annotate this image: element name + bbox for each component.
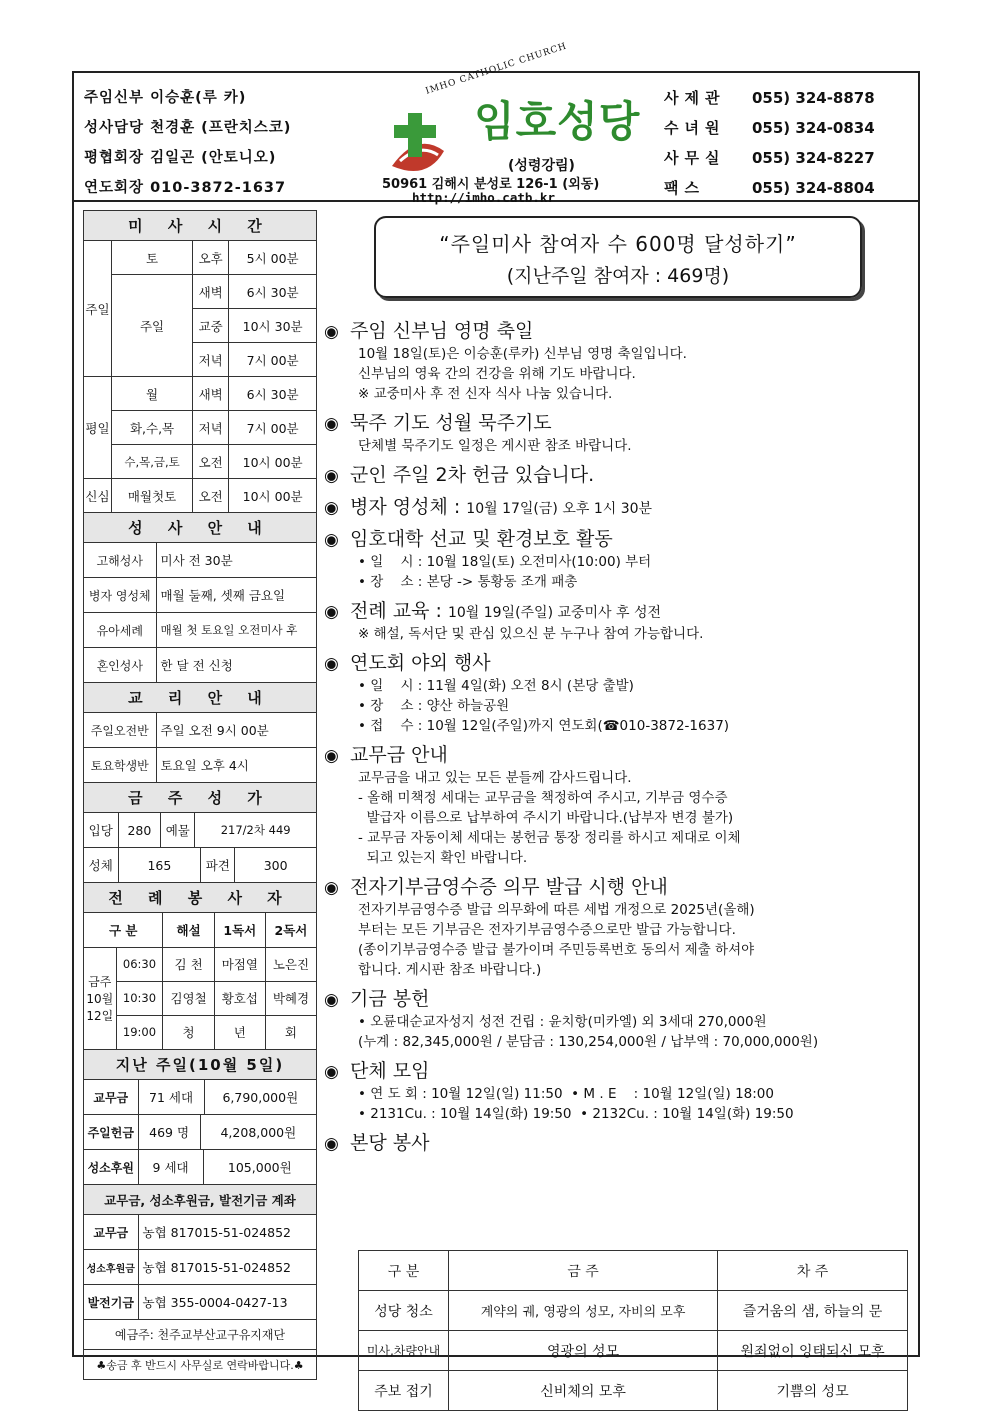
notice-title: 연도회 야외 행사	[350, 652, 491, 674]
w3-time: 10시 00분	[229, 445, 317, 479]
sidebar-table	[83, 210, 317, 1380]
hymn-title: 금 주 성 가	[84, 783, 317, 813]
notice-item	[324, 410, 916, 456]
serv-name: 황호섭	[214, 981, 265, 1015]
sinsim-label: 신심	[84, 479, 112, 513]
bullet-icon: ◉	[324, 1134, 339, 1154]
notice-heading	[324, 598, 916, 624]
staff-list	[84, 83, 344, 203]
w2-label: 화,수,목	[112, 411, 193, 445]
sacrament-list	[84, 543, 317, 578]
notice-line: (종이기부금영수증 발급 불가이며 주민등록번호 동의서 제출 하셔야	[358, 942, 755, 958]
mass-times-title: 미 사 시 간	[84, 211, 317, 241]
serv-name: 년	[214, 1015, 265, 1049]
notice-heading	[324, 526, 916, 552]
duty-next-week: 즐거움의 샘, 하늘의 문	[718, 1291, 908, 1331]
transfer-note: ♣송금 후 반드시 사무실로 연락바랍니다.♣	[84, 1350, 317, 1380]
hymn-value: 280	[118, 813, 161, 847]
last-count: 71 세대	[138, 1080, 204, 1114]
acct-label: 성소후원금	[84, 1250, 138, 1284]
notice-line: 부터는 모든 기부금은 전자기부금영수증으로만 발급 가능합니다.	[358, 922, 736, 938]
notice-item	[324, 874, 916, 980]
w1-t: 새벽	[193, 377, 229, 411]
last-amount: 6,790,000원	[222, 1090, 299, 1105]
bullet-icon: ◉	[324, 530, 339, 550]
notice-title: 묵주 기도 성월 묵주기도	[350, 412, 552, 434]
notice-line: 신부님의 영육 간의 건강을 위해 기도 바랍니다.	[358, 366, 636, 382]
notice-line: • 장 소 : 본당 -> 통황동 조개 패총	[358, 574, 578, 590]
notice-item	[324, 462, 916, 488]
notice-line: 전자기부금영수증 발급 의무화에 따른 세법 개정으로 2025년(올해)	[358, 902, 755, 918]
bullet-icon: ◉	[324, 746, 339, 766]
notice-line: 합니다. 게시판 참조 바랍니다.)	[358, 962, 542, 978]
notice-heading	[324, 986, 916, 1012]
notice-item	[324, 494, 916, 520]
account-title: 교무금, 성소후원금, 발전기금 계좌	[84, 1185, 317, 1215]
s3-time: 7시 00분	[229, 343, 317, 377]
last-count: 9 세대	[138, 1150, 203, 1184]
sac-label: 병자 영성체	[84, 578, 156, 612]
banner-attendance: (지난주일 참여자 : 469명)	[506, 265, 730, 287]
s3-label: 저녁	[193, 343, 229, 377]
notice-item	[324, 986, 916, 1052]
s2-time: 10시 30분	[229, 309, 317, 343]
account-row	[84, 1250, 317, 1285]
serv-head: 2독서	[265, 913, 316, 947]
w1-time: 6시 30분	[229, 377, 317, 411]
w4-time: 10시 00분	[229, 479, 317, 513]
sacrament-list	[84, 578, 317, 613]
s1-label: 새벽	[193, 275, 229, 309]
sac-value: 매월 첫 토요일 오전미사 후	[160, 623, 298, 637]
account-row	[84, 1285, 317, 1320]
serv-time: 19:00	[116, 1015, 163, 1049]
notice-heading	[324, 1058, 916, 1084]
serv-head: 구 분	[84, 913, 163, 947]
w3-t: 오전	[193, 445, 229, 479]
notice-item	[324, 318, 916, 404]
duty-label: 미사,차량안내	[359, 1331, 449, 1371]
header	[74, 41, 918, 205]
notice-list	[324, 318, 916, 1162]
doctrine-row	[84, 713, 317, 748]
bullet-icon: ◉	[324, 466, 339, 486]
w4-label: 매월첫토	[112, 479, 193, 513]
notice-line: 단체별 묵주기도 일정은 게시판 참조 바랍니다.	[358, 438, 632, 454]
w3-label: 수,목,금,토	[112, 445, 193, 479]
sat-time-label: 오후	[193, 241, 229, 275]
notice-line: 10월 18일(토)은 이승훈(루카) 신부님 영명 축일입니다.	[358, 346, 687, 362]
notice-detail: 10월 17일(금) 오후 1시 30분	[466, 501, 653, 517]
notice-line: • 일 시 : 11월 4일(화) 오전 8시 (본당 출발)	[358, 678, 634, 694]
servers-title: 전 례 봉 사 자	[84, 883, 317, 913]
hymn-value: 165	[118, 848, 201, 882]
notice-line: • 장 소 : 양산 하늘공원	[358, 698, 510, 714]
church-address: 50961 김해시 분성로 126-1 (외동)	[382, 177, 600, 192]
last-label: 교무금	[84, 1080, 138, 1114]
bullet-icon: ◉	[324, 654, 339, 674]
bullet-icon: ◉	[324, 878, 339, 898]
notice-line: • 연 도 회 : 10월 12일(일) 11:50 • M . E : 10월 12일(일) 18:00	[358, 1086, 774, 1102]
notice-line: - 교무금 자동이체 세대는 봉헌금 통장 정리를 하시고 제대로 이체	[358, 830, 741, 846]
s2-label: 교중	[193, 309, 229, 343]
bullet-icon: ◉	[324, 990, 339, 1010]
duty-label: 성당 청소	[359, 1291, 449, 1331]
w4-t: 오전	[193, 479, 229, 513]
serv-head: 해설	[163, 913, 214, 947]
notice-item	[324, 1130, 916, 1156]
serv-name: 회	[284, 1025, 297, 1041]
acct-number: 농협 817015-51-024852	[142, 1225, 291, 1240]
church-logo	[374, 41, 664, 205]
duty-this-week: 신비체의 모후	[449, 1371, 718, 1411]
doctrine-title: 교 리 안 내	[84, 683, 317, 713]
doc-value: 토요일 오후 4시	[160, 758, 249, 773]
sac-value: 한 달 전 신청	[160, 658, 233, 673]
notice-line: ※ 교중미사 후 전 신자 식사 나눔 있습니다.	[358, 386, 613, 402]
notice-line: 교무금을 내고 있는 모든 분들께 감사드립니다.	[358, 770, 632, 786]
sat-label: 토	[112, 241, 193, 275]
contact-list	[664, 83, 914, 203]
notice-title: 군인 주일 2차 헌금 있습니다.	[350, 464, 595, 486]
sac-value: 미사 전 30분	[160, 553, 233, 568]
notice-title: 임호대학 선교 및 환경보호 활동	[350, 528, 613, 550]
notice-item	[324, 526, 916, 592]
last-sunday-title: 지난 주일(10월 5일)	[84, 1050, 317, 1080]
notice-line: ※ 해설, 독서단 및 관심 있으신 분 누구나 참여 가능합니다.	[358, 626, 704, 642]
doc-label: 토요학생반	[84, 748, 156, 782]
last-label: 성소후원	[84, 1150, 138, 1184]
last-sunday-row	[84, 1115, 317, 1150]
hymn-label: 성체	[84, 848, 118, 882]
sac-label: 유아세례	[84, 613, 156, 647]
sidebar	[83, 210, 317, 1380]
duty-label: 주보 접기	[359, 1371, 449, 1411]
sat-time: 5시 00분	[229, 241, 317, 275]
hymn-row	[84, 813, 317, 848]
sac-value: 매월 둘째, 셋째 금요일	[160, 588, 286, 603]
notice-item	[324, 742, 916, 868]
contact-fax: 팩스 055) 324-8804	[664, 179, 875, 197]
sac-label: 혼인성사	[84, 648, 156, 682]
notice-title: 교무금 안내	[350, 744, 448, 766]
sacrament-list	[84, 613, 317, 648]
logo-english: IMHO CATHOLIC CHURCH	[424, 41, 569, 97]
notice-title: 병자 영성체 :	[350, 496, 467, 518]
serv-name: 박혜경	[265, 981, 316, 1015]
acct-label: 교무금	[84, 1215, 138, 1249]
notice-title: 단체 모임	[350, 1060, 430, 1082]
serv-time: 10:30	[116, 981, 163, 1015]
serv-head: 1독서	[214, 913, 265, 947]
duty-this-week: 영광의 성모	[449, 1331, 718, 1371]
bullet-icon: ◉	[324, 1062, 339, 1082]
hymn-row	[84, 848, 317, 883]
notice-heading	[324, 318, 916, 344]
contact-convent: 수녀원 055) 324-0834	[664, 119, 875, 137]
last-sunday-row	[84, 1150, 317, 1185]
sunday-row-label: 주일	[112, 275, 193, 377]
serv-name: 마점열	[214, 947, 265, 981]
notice-item	[324, 598, 916, 644]
duty-head: 차 주	[718, 1251, 908, 1291]
notice-heading	[324, 874, 916, 900]
notice-line: • 일 시 : 10월 18일(토) 오전미사(10:00) 부터	[358, 554, 652, 570]
duty-this-week: 계약의 궤, 영광의 성모, 자비의 모후	[449, 1291, 718, 1331]
bullet-icon: ◉	[324, 498, 339, 518]
doctrine-row	[84, 748, 317, 783]
serv-name: 김 천	[163, 947, 214, 981]
bullet-icon: ◉	[324, 602, 339, 622]
notice-heading	[324, 1130, 916, 1156]
notice-detail: 10월 19일(주일) 교중미사 후 성전	[447, 605, 662, 621]
notice-heading	[324, 650, 916, 676]
doc-value: 주일 오전 9시 00분	[160, 723, 269, 738]
account-holder: 예금주: 천주교부산교구유지재단	[84, 1320, 317, 1350]
notice-line: - 올해 미책정 세대는 교무금을 책정하여 주시고, 기부금 영수증	[358, 790, 728, 806]
s1-time: 6시 30분	[229, 275, 317, 309]
notice-line: 되고 있는지 확인 바랍니다.	[358, 850, 528, 866]
sacrament-list	[84, 648, 317, 683]
hymn-value: 217/2차 449	[220, 823, 291, 837]
notice-heading	[324, 494, 916, 520]
bullet-icon: ◉	[324, 414, 339, 434]
goal-banner	[374, 216, 862, 298]
hymn-label: 입당	[84, 813, 118, 847]
notice-heading	[324, 742, 916, 768]
staff-confessor: 성사담당 천경훈 (프란치스코)	[84, 120, 292, 136]
w2-time: 7시 00분	[229, 411, 317, 445]
duty-next-week: 원죄없이 잉태되신 모후	[718, 1331, 908, 1371]
church-name: 임호성당	[474, 97, 641, 146]
bulletin-page	[72, 41, 920, 1400]
notice-item	[324, 1058, 916, 1124]
serv-date: 금주 10월 12일	[84, 947, 116, 1049]
notice-title: 전례 교육 :	[350, 600, 448, 622]
notice-title: 기금 봉헌	[350, 988, 430, 1010]
notice-title: 주임 신부님 영명 축일	[350, 320, 534, 342]
weekday-label: 평일	[84, 377, 112, 479]
notice-line: • 2131Cu. : 10월 14일(화) 19:50 • 2132Cu. : 10월 14일(화) 19:50	[358, 1106, 794, 1122]
last-amount: 105,000원	[227, 1160, 292, 1175]
serv-name: 노은진	[265, 947, 316, 981]
staff-pastor: 주임신부 이승훈(루 카)	[84, 90, 247, 106]
duty-head: 구 분	[359, 1251, 449, 1291]
serv-time: 06:30	[116, 947, 163, 981]
notice-line: 발급자 이름으로 납부하여 주시기 바랍니다.(납부자 변경 불가)	[358, 810, 734, 826]
doc-label: 주일오전반	[84, 713, 156, 747]
banner-goal: “주일미사 참여자 수 600명 달성하기”	[439, 232, 797, 256]
duty-head: 금 주	[449, 1251, 718, 1291]
account-row	[84, 1215, 317, 1250]
sac-label: 고해성사	[84, 543, 156, 577]
notice-title: 전자기부금영수증 의무 발급 시행 안내	[350, 876, 668, 898]
serv-name: 김영철	[163, 981, 214, 1015]
patron-feast: (성령강림)	[508, 158, 575, 174]
notice-title: 본당 봉사	[350, 1132, 430, 1154]
notice-line: • 오륜대순교자성지 성전 건립 : 윤치항(미카엘) 외 3세대 270,000원	[358, 1014, 767, 1030]
hymn-label: 파견	[201, 848, 235, 882]
acct-label: 발전기금	[84, 1285, 138, 1319]
bullet-icon: ◉	[324, 322, 339, 342]
sunday-label: 주일	[84, 241, 112, 377]
notice-heading	[324, 462, 916, 488]
acct-number: 농협 817015-51-024852	[142, 1260, 291, 1275]
notice-line: (누계 : 82,345,000원 / 분담금 : 130,254,000원 / 납부액 : 70,000,000원)	[358, 1034, 819, 1050]
duty-next-week: 기쁨의 성모	[718, 1371, 908, 1411]
notice-heading	[324, 410, 916, 436]
serv-name: 청	[163, 1015, 214, 1049]
last-count: 469 명	[138, 1115, 200, 1149]
last-amount: 4,208,000원	[220, 1125, 297, 1140]
contact-office: 사무실 055) 324-8227	[664, 149, 875, 167]
servers-table	[84, 913, 317, 1050]
last-label: 주일헌금	[84, 1115, 138, 1149]
last-sunday-row	[84, 1080, 317, 1115]
contact-rectory: 사제관 055) 324-8878	[664, 89, 875, 107]
hymn-label: 예물	[161, 813, 195, 847]
church-url[interactable]: http://imho.catb.kr	[412, 190, 555, 205]
staff-yeondo: 연도회장 010-3872-1637	[84, 180, 287, 196]
duty-table	[358, 1250, 908, 1411]
acct-number: 농협 355-0004-0427-13	[142, 1295, 288, 1310]
hymn-value: 300	[263, 857, 288, 873]
notice-line: • 접 수 : 10월 12일(주일)까지 연도회(☎010-3872-1637)	[358, 718, 730, 734]
w2-t: 저녁	[193, 411, 229, 445]
cross-flame-icon	[382, 111, 452, 181]
w1-label: 월	[112, 377, 193, 411]
staff-council: 평협회장 김일곤 (안토니오)	[84, 150, 277, 166]
sacrament-title: 성 사 안 내	[84, 513, 317, 543]
notice-item	[324, 650, 916, 736]
